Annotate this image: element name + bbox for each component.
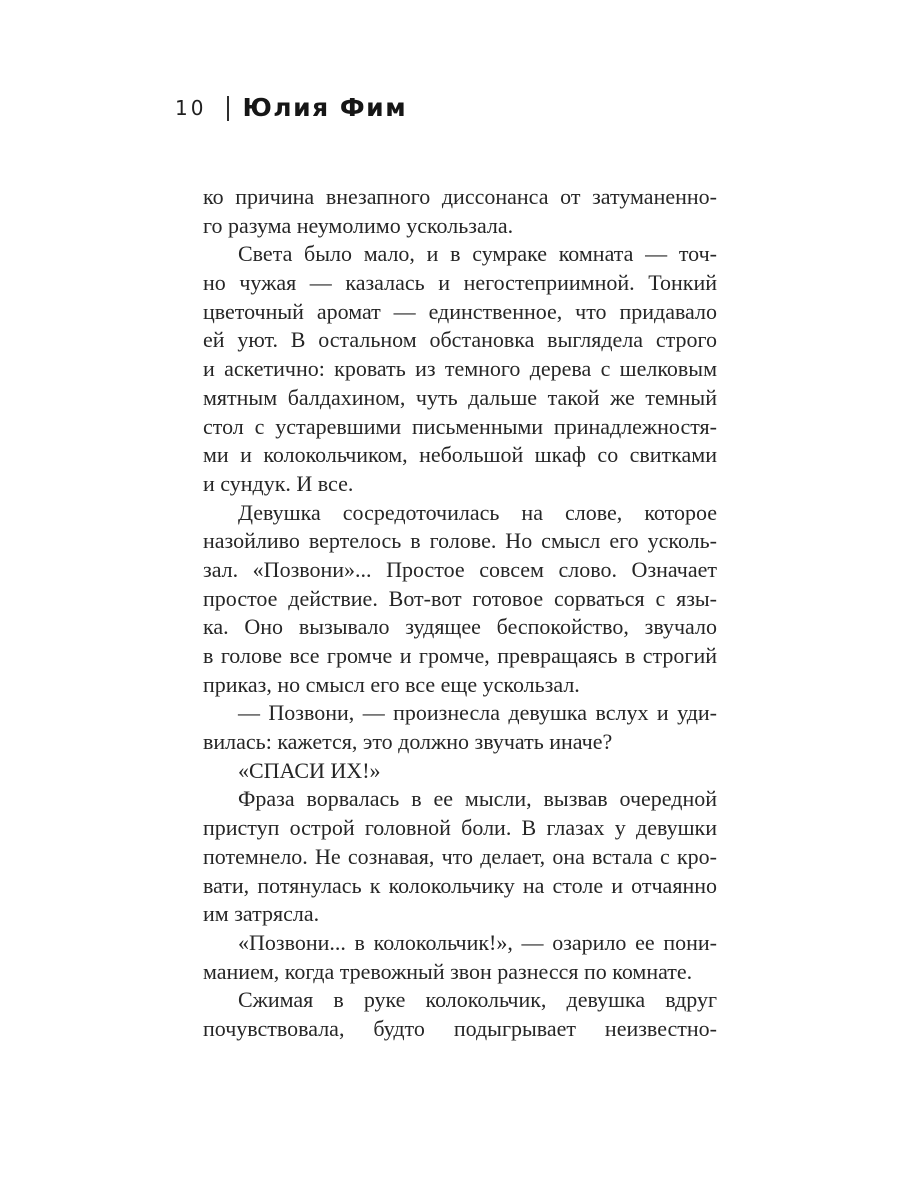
- text-line: почувствовала, будто подыгрывает неизвестно-: [203, 1015, 717, 1041]
- paragraph: [203, 986, 717, 1043]
- text-line: Фраза ворвалась в ее мысли, вызвав очередной: [238, 786, 717, 812]
- text-line: го разума неумолимо ускользала.: [203, 212, 514, 238]
- text-line: им затрясла.: [203, 901, 320, 927]
- text-line: «Позвони... в колокольчик!», — озарило ее пони-: [238, 929, 717, 955]
- text-line: Девушка сосредоточилась на слове, которое: [238, 499, 717, 525]
- paragraph: [203, 240, 717, 498]
- text-line: ми и колокольчиком, небольшой шкаф со свитками: [203, 442, 717, 468]
- author-name: Юлия Фим: [242, 93, 408, 122]
- text-line: манием, когда тревожный звон разнесся по комнате.: [203, 958, 693, 984]
- text-line: но чужая — казалась и негостеприимной. Тонкий: [203, 270, 717, 296]
- page-text: [203, 183, 717, 1044]
- header-separator-line: [227, 96, 229, 121]
- text-line: потемнело. Не сознавая, что делает, она встала с кро-: [203, 843, 717, 869]
- paragraph: [203, 785, 717, 928]
- text-line: приступ острой головной боли. В глазах у девушки: [203, 815, 717, 841]
- text-line: в голове все громче и громче, превращаясь в строгий: [203, 643, 717, 668]
- running-header: [175, 94, 407, 122]
- text-line: вати, потянулась к колокольчику на столе и отчаянно: [203, 872, 717, 898]
- text-line: ка. Оно вызывало зудящее беспокойство, звучало: [203, 614, 717, 640]
- text-line: ей уют. В остальном обстановка выглядела строго: [203, 327, 717, 353]
- text-line: приказ, но смысл его все еще ускользал.: [203, 671, 580, 697]
- paragraph: [203, 699, 717, 756]
- text-line: мятным балдахином, чуть дальше такой же темный: [203, 384, 717, 410]
- text-line: простое действие. Вот-вот готовое сорваться с язы-: [203, 585, 717, 611]
- text-line: и аскетично: кровать из темного дерева с шелковым: [203, 356, 717, 382]
- text-line: Сжимая в руке колокольчик, девушка вдруг: [238, 987, 717, 1013]
- text-line: «СПАСИ ИХ!»: [238, 757, 381, 783]
- text-line: Света было мало, и в сумраке комната — точ-: [238, 241, 717, 267]
- paragraph: [203, 499, 717, 700]
- text-line: стол с устаревшими письменными принадлежностя-: [203, 413, 717, 439]
- paragraph: [203, 757, 717, 786]
- text-line: вилась: кажется, это должно звучать иначе?: [203, 729, 613, 755]
- paragraph: [203, 183, 717, 240]
- text-line: и сундук. И все.: [203, 470, 354, 496]
- paragraph: [203, 929, 717, 986]
- text-line: зал. «Позвони»... Простое совсем слово. Означает: [203, 556, 717, 582]
- text-line: цветочный аромат — единственное, что придавало: [203, 298, 717, 324]
- page-number: 10: [175, 96, 207, 120]
- text-line: ко причина внезапного диссонанса от затуманенно-: [203, 184, 717, 209]
- text-line: — Позвони, — произнесла девушка вслух и уди-: [238, 700, 717, 726]
- text-line: назойливо вертелось в голове. Но смысл его усколь-: [203, 528, 717, 554]
